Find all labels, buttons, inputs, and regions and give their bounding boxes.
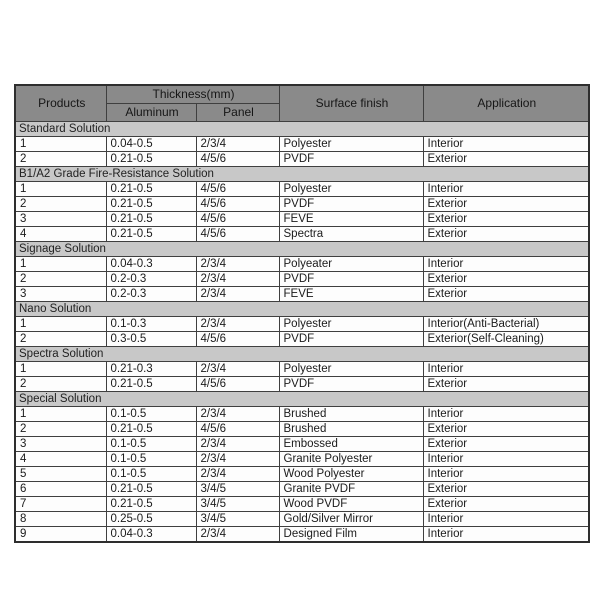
- table-row: [15, 227, 589, 242]
- cell-aluminum: 0.1-0.5: [106, 467, 196, 482]
- cell-application: Exterior(Self-Cleaning): [423, 332, 589, 347]
- cell-panel: 2/3/4: [196, 362, 279, 377]
- cell-product: 7: [15, 497, 106, 512]
- cell-product: 6: [15, 482, 106, 497]
- cell-aluminum: 0.21-0.5: [106, 497, 196, 512]
- cell-surface-finish: Spectra: [279, 227, 423, 242]
- cell-product: 3: [15, 287, 106, 302]
- cell-product: 1: [15, 317, 106, 332]
- cell-aluminum: 0.21-0.3: [106, 362, 196, 377]
- cell-surface-finish: PVDF: [279, 272, 423, 287]
- cell-application: Exterior: [423, 152, 589, 167]
- table-row: [15, 152, 589, 167]
- cell-panel: 4/5/6: [196, 422, 279, 437]
- cell-application: Exterior: [423, 197, 589, 212]
- cell-surface-finish: Wood PVDF: [279, 497, 423, 512]
- cell-aluminum: 0.2-0.3: [106, 287, 196, 302]
- cell-product: 1: [15, 137, 106, 152]
- cell-aluminum: 0.1-0.5: [106, 407, 196, 422]
- cell-application: Exterior: [423, 497, 589, 512]
- cell-application: Interior: [423, 137, 589, 152]
- cell-product: 2: [15, 422, 106, 437]
- cell-surface-finish: Polyeater: [279, 257, 423, 272]
- cell-application: Exterior: [423, 287, 589, 302]
- cell-aluminum: 0.04-0.3: [106, 527, 196, 543]
- table-row: [15, 467, 589, 482]
- cell-surface-finish: Granite PVDF: [279, 482, 423, 497]
- table-row: [15, 137, 589, 152]
- cell-panel: 2/3/4: [196, 437, 279, 452]
- cell-product: 8: [15, 512, 106, 527]
- cell-aluminum: 0.21-0.5: [106, 377, 196, 392]
- cell-panel: 4/5/6: [196, 152, 279, 167]
- table-row: [15, 512, 589, 527]
- cell-panel: 4/5/6: [196, 182, 279, 197]
- cell-product: 1: [15, 257, 106, 272]
- cell-surface-finish: Brushed: [279, 407, 423, 422]
- cell-application: Exterior: [423, 422, 589, 437]
- cell-aluminum: 0.21-0.5: [106, 152, 196, 167]
- cell-product: 3: [15, 437, 106, 452]
- table-row: [15, 272, 589, 287]
- cell-aluminum: 0.21-0.5: [106, 212, 196, 227]
- col-header-surface-finish: Surface finish: [279, 85, 423, 122]
- cell-aluminum: 0.21-0.5: [106, 227, 196, 242]
- cell-application: Interior: [423, 527, 589, 543]
- cell-aluminum: 0.1-0.3: [106, 317, 196, 332]
- table-row: [15, 497, 589, 512]
- section-title: Standard Solution: [15, 122, 589, 137]
- cell-aluminum: 0.25-0.5: [106, 512, 196, 527]
- cell-product: 9: [15, 527, 106, 543]
- cell-surface-finish: Granite Polyester: [279, 452, 423, 467]
- col-header-application: Application: [423, 85, 589, 122]
- cell-product: 4: [15, 227, 106, 242]
- table-row: [15, 182, 589, 197]
- cell-surface-finish: Wood Polyester: [279, 467, 423, 482]
- cell-surface-finish: PVDF: [279, 152, 423, 167]
- cell-panel: 2/3/4: [196, 257, 279, 272]
- table-row: [15, 422, 589, 437]
- cell-surface-finish: Polyester: [279, 317, 423, 332]
- col-header-products: Products: [15, 85, 106, 122]
- col-header-aluminum: Aluminum: [106, 104, 196, 122]
- cell-application: Exterior: [423, 437, 589, 452]
- cell-product: 1: [15, 362, 106, 377]
- cell-product: 2: [15, 197, 106, 212]
- cell-application: Interior: [423, 257, 589, 272]
- table-row: [15, 197, 589, 212]
- table-row: [15, 362, 589, 377]
- cell-aluminum: 0.04-0.3: [106, 257, 196, 272]
- cell-product: 3: [15, 212, 106, 227]
- table-row: [15, 527, 589, 543]
- cell-aluminum: 0.21-0.5: [106, 197, 196, 212]
- cell-panel: 2/3/4: [196, 467, 279, 482]
- cell-application: Exterior: [423, 212, 589, 227]
- cell-aluminum: 0.1-0.5: [106, 452, 196, 467]
- table-row: [15, 437, 589, 452]
- cell-product: 2: [15, 332, 106, 347]
- cell-panel: 3/4/5: [196, 512, 279, 527]
- cell-product: 2: [15, 272, 106, 287]
- cell-panel: 2/3/4: [196, 317, 279, 332]
- cell-product: 5: [15, 467, 106, 482]
- cell-product: 2: [15, 377, 106, 392]
- cell-product: 4: [15, 452, 106, 467]
- cell-panel: 3/4/5: [196, 497, 279, 512]
- cell-panel: 2/3/4: [196, 272, 279, 287]
- cell-panel: 2/3/4: [196, 452, 279, 467]
- section-title-row: [15, 122, 589, 137]
- cell-surface-finish: Designed Film: [279, 527, 423, 543]
- section-title: Spectra Solution: [15, 347, 589, 362]
- table-row: [15, 257, 589, 272]
- cell-panel: 4/5/6: [196, 332, 279, 347]
- col-header-panel: Panel: [196, 104, 279, 122]
- cell-surface-finish: FEVE: [279, 287, 423, 302]
- table-row: [15, 482, 589, 497]
- cell-surface-finish: Polyester: [279, 362, 423, 377]
- cell-panel: 4/5/6: [196, 197, 279, 212]
- section-title: Special Solution: [15, 392, 589, 407]
- table-row: [15, 287, 589, 302]
- cell-surface-finish: Gold/Silver Mirror: [279, 512, 423, 527]
- cell-application: Interior: [423, 467, 589, 482]
- cell-surface-finish: Polyester: [279, 137, 423, 152]
- header-row-top: [15, 85, 589, 104]
- col-header-thickness: Thickness(mm): [106, 85, 279, 104]
- cell-application: Interior: [423, 512, 589, 527]
- cell-panel: 4/5/6: [196, 377, 279, 392]
- table-row: [15, 407, 589, 422]
- section-title-row: [15, 242, 589, 257]
- cell-panel: 2/3/4: [196, 527, 279, 543]
- cell-application: Exterior: [423, 272, 589, 287]
- section-title: Signage Solution: [15, 242, 589, 257]
- section-title-row: [15, 167, 589, 182]
- table-row: [15, 332, 589, 347]
- cell-surface-finish: FEVE: [279, 212, 423, 227]
- cell-panel: 3/4/5: [196, 482, 279, 497]
- table-row: [15, 317, 589, 332]
- table-row: [15, 377, 589, 392]
- cell-aluminum: 0.21-0.5: [106, 182, 196, 197]
- cell-panel: 2/3/4: [196, 137, 279, 152]
- cell-aluminum: 0.21-0.5: [106, 482, 196, 497]
- cell-aluminum: 0.21-0.5: [106, 422, 196, 437]
- cell-aluminum: 0.2-0.3: [106, 272, 196, 287]
- cell-application: Interior: [423, 452, 589, 467]
- cell-application: Exterior: [423, 377, 589, 392]
- cell-panel: 4/5/6: [196, 227, 279, 242]
- cell-application: Interior: [423, 182, 589, 197]
- cell-surface-finish: Brushed: [279, 422, 423, 437]
- cell-product: 2: [15, 152, 106, 167]
- cell-aluminum: 0.3-0.5: [106, 332, 196, 347]
- cell-product: 1: [15, 407, 106, 422]
- product-spec-table: [14, 84, 590, 543]
- cell-surface-finish: PVDF: [279, 197, 423, 212]
- cell-surface-finish: Embossed: [279, 437, 423, 452]
- cell-application: Exterior: [423, 227, 589, 242]
- section-title-row: [15, 392, 589, 407]
- cell-application: Exterior: [423, 482, 589, 497]
- cell-application: Interior: [423, 407, 589, 422]
- cell-aluminum: 0.1-0.5: [106, 437, 196, 452]
- table-row: [15, 212, 589, 227]
- section-title-row: [15, 347, 589, 362]
- cell-aluminum: 0.04-0.5: [106, 137, 196, 152]
- cell-panel: 2/3/4: [196, 287, 279, 302]
- cell-application: Interior(Anti-Bacterial): [423, 317, 589, 332]
- section-title: Nano Solution: [15, 302, 589, 317]
- cell-product: 1: [15, 182, 106, 197]
- cell-application: Interior: [423, 362, 589, 377]
- cell-panel: 4/5/6: [196, 212, 279, 227]
- table-header: [15, 85, 589, 122]
- table-body: [15, 122, 589, 543]
- cell-panel: 2/3/4: [196, 407, 279, 422]
- cell-surface-finish: PVDF: [279, 377, 423, 392]
- table-row: [15, 452, 589, 467]
- section-title: B1/A2 Grade Fire-Resistance Solution: [15, 167, 589, 182]
- cell-surface-finish: PVDF: [279, 332, 423, 347]
- cell-surface-finish: Polyester: [279, 182, 423, 197]
- section-title-row: [15, 302, 589, 317]
